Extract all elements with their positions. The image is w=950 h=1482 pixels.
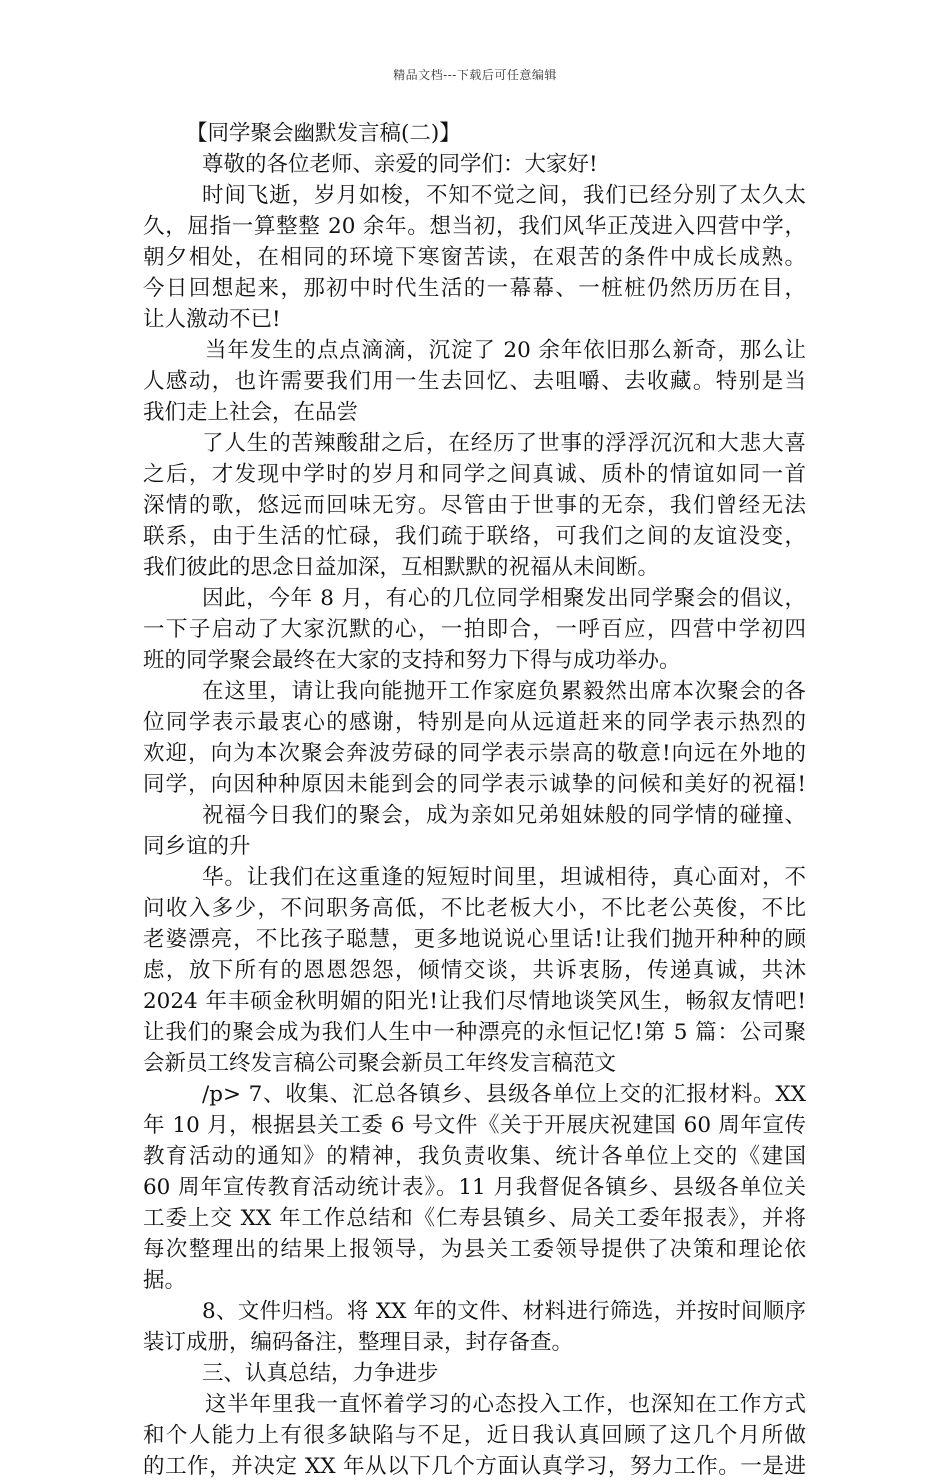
text-line: 每次整理出的结果上报领导，为县关工委领导提供了决策和理论依 — [143, 1237, 806, 1262]
text-line: 人感动，也许需要我们用一生去回忆、去咀嚼、去收藏。特别是当 — [143, 369, 806, 394]
text-line: 老婆漂亮，不比孩子聪慧，更多地说说心里话!让我们抛开种种的顾 — [143, 927, 806, 952]
text-line: /p> 7、收集、汇总各镇乡、县级各单位上交的汇报材料。XX — [202, 1082, 806, 1107]
text-line: 深情的歌，悠远而回味无穷。尽管由于世事的无奈，我们曾经无法 — [143, 493, 806, 518]
text-line: 当年发生的点点滴滴，沉淀了 20 余年依旧那么新奇，那么让 — [205, 338, 806, 363]
text-line: 同学，向因种种原因未能到会的同学表示诚挚的问候和美好的祝福! — [143, 772, 806, 797]
text-line: 在这里，请让我向能抛开工作家庭负累毅然出席本次聚会的各 — [202, 679, 806, 704]
text-line: 之后，才发现中学时的岁月和同学之间真诚、质朴的情谊如同一首 — [143, 462, 806, 487]
text-line: 位同学表示最衷心的感谢，特别是向从远道赶来的同学表示热烈的 — [143, 710, 806, 735]
text-line: 同乡谊的升 — [143, 834, 251, 859]
text-line: 问收入多少，不问职务高低，不比老板大小，不比老公英俊，不比 — [143, 896, 806, 921]
text-line: 工委上交 XX 年工作总结和《仁寿县镇乡、局关工委年报表》，并将 — [143, 1206, 806, 1231]
text-line: 会新员工终发言稿公司聚会新员工年终发言稿范文 — [143, 1051, 617, 1076]
text-line: 了人生的苦辣酸甜之后，在经历了世事的浮浮沉沉和大悲大喜 — [202, 431, 806, 456]
text-line: 我们彼此的思念日益加深，互相默默的祝福从未间断。 — [143, 555, 660, 580]
text-line: 60 周年宣传教育活动统计表》。11 月我督促各镇乡、县级各单位关 — [143, 1175, 806, 1200]
text-line: 联系，由于生活的忙碌，我们疏于联络，可我们之间的友谊没变， — [143, 524, 806, 549]
page-header: 精品文档---下载后可任意编辑 — [393, 68, 557, 82]
text-line: 祝福今日我们的聚会，成为亲如兄弟姐妹般的同学情的碰撞、 — [202, 803, 806, 828]
text-line: 虑，放下所有的恩恩怨怨，倾情交谈，共诉衷肠，传递真诚，共沐 — [143, 958, 806, 983]
text-line: 2024 年丰硕金秋明媚的阳光!让我们尽情地谈笑风生，畅叙友情吧! — [143, 989, 806, 1014]
text-line: 今日回想起来，那初中时代生活的一幕幕、一桩桩仍然历历在目， — [143, 276, 806, 301]
text-line: 据。 — [143, 1268, 187, 1293]
text-line: 让人激动不已! — [143, 307, 281, 332]
text-line: 我们走上社会，在品尝 — [143, 400, 359, 425]
text-line: 的工作，并决定 XX 年从以下几个方面认真学习，努力工作。一是进 — [143, 1454, 806, 1479]
text-line: 这半年里我一直怀着学习的心态投入工作，也深知在工作方式 — [205, 1392, 806, 1417]
text-line: 久，屈指一算整整 20 余年。想当初，我们风华正茂进入四营中学， — [143, 214, 806, 239]
text-line: 因此，今年 8 月，有心的几位同学相聚发出同学聚会的倡议， — [202, 586, 806, 611]
text-line: 尊敬的各位老师、亲爱的同学们：大家好! — [202, 152, 598, 177]
text-line: 时间飞逝，岁月如梭，不知不觉之间，我们已经分别了太久太 — [202, 183, 806, 208]
document-body — [143, 118, 806, 1482]
text-line: 8、文件归档。将 XX 年的文件、材料进行筛选，并按时间顺序 — [202, 1299, 806, 1324]
text-line: 华。让我们在这重逢的短短时间里，坦诚相待，真心面对，不 — [202, 865, 806, 890]
text-line: 和个人能力上有很多缺陷与不足，近日我认真回顾了这几个月所做 — [143, 1423, 806, 1448]
text-line: 【同学聚会幽默发言稿(二)】 — [186, 121, 461, 146]
text-line: 教育活动的通知》的精神，我负责收集、统计各单位上交的《建国 — [143, 1144, 806, 1169]
text-line: 年 10 月，根据县关工委 6 号文件《关于开展庆祝建国 60 周年宣传 — [143, 1113, 806, 1138]
text-line: 一下子启动了大家沉默的心，一拍即合，一呼百应，四营中学初四 — [143, 617, 806, 642]
text-line: 装订成册，编码备注，整理目录，封存备查。 — [143, 1330, 574, 1355]
text-line: 让我们的聚会成为我们人生中一种漂亮的永恒记忆!第 5 篇：公司聚 — [143, 1020, 806, 1045]
text-line: 三、认真总结，力争进步 — [202, 1361, 439, 1386]
text-line: 班的同学聚会最终在大家的支持和努力下得与成功举办。 — [143, 648, 681, 673]
text-line: 欢迎，向为本次聚会奔波劳碌的同学表示崇高的敬意!向远在外地的 — [143, 741, 806, 766]
text-line: 朝夕相处，在相同的环境下寒窗苦读，在艰苦的条件中成长成熟。 — [143, 245, 806, 270]
